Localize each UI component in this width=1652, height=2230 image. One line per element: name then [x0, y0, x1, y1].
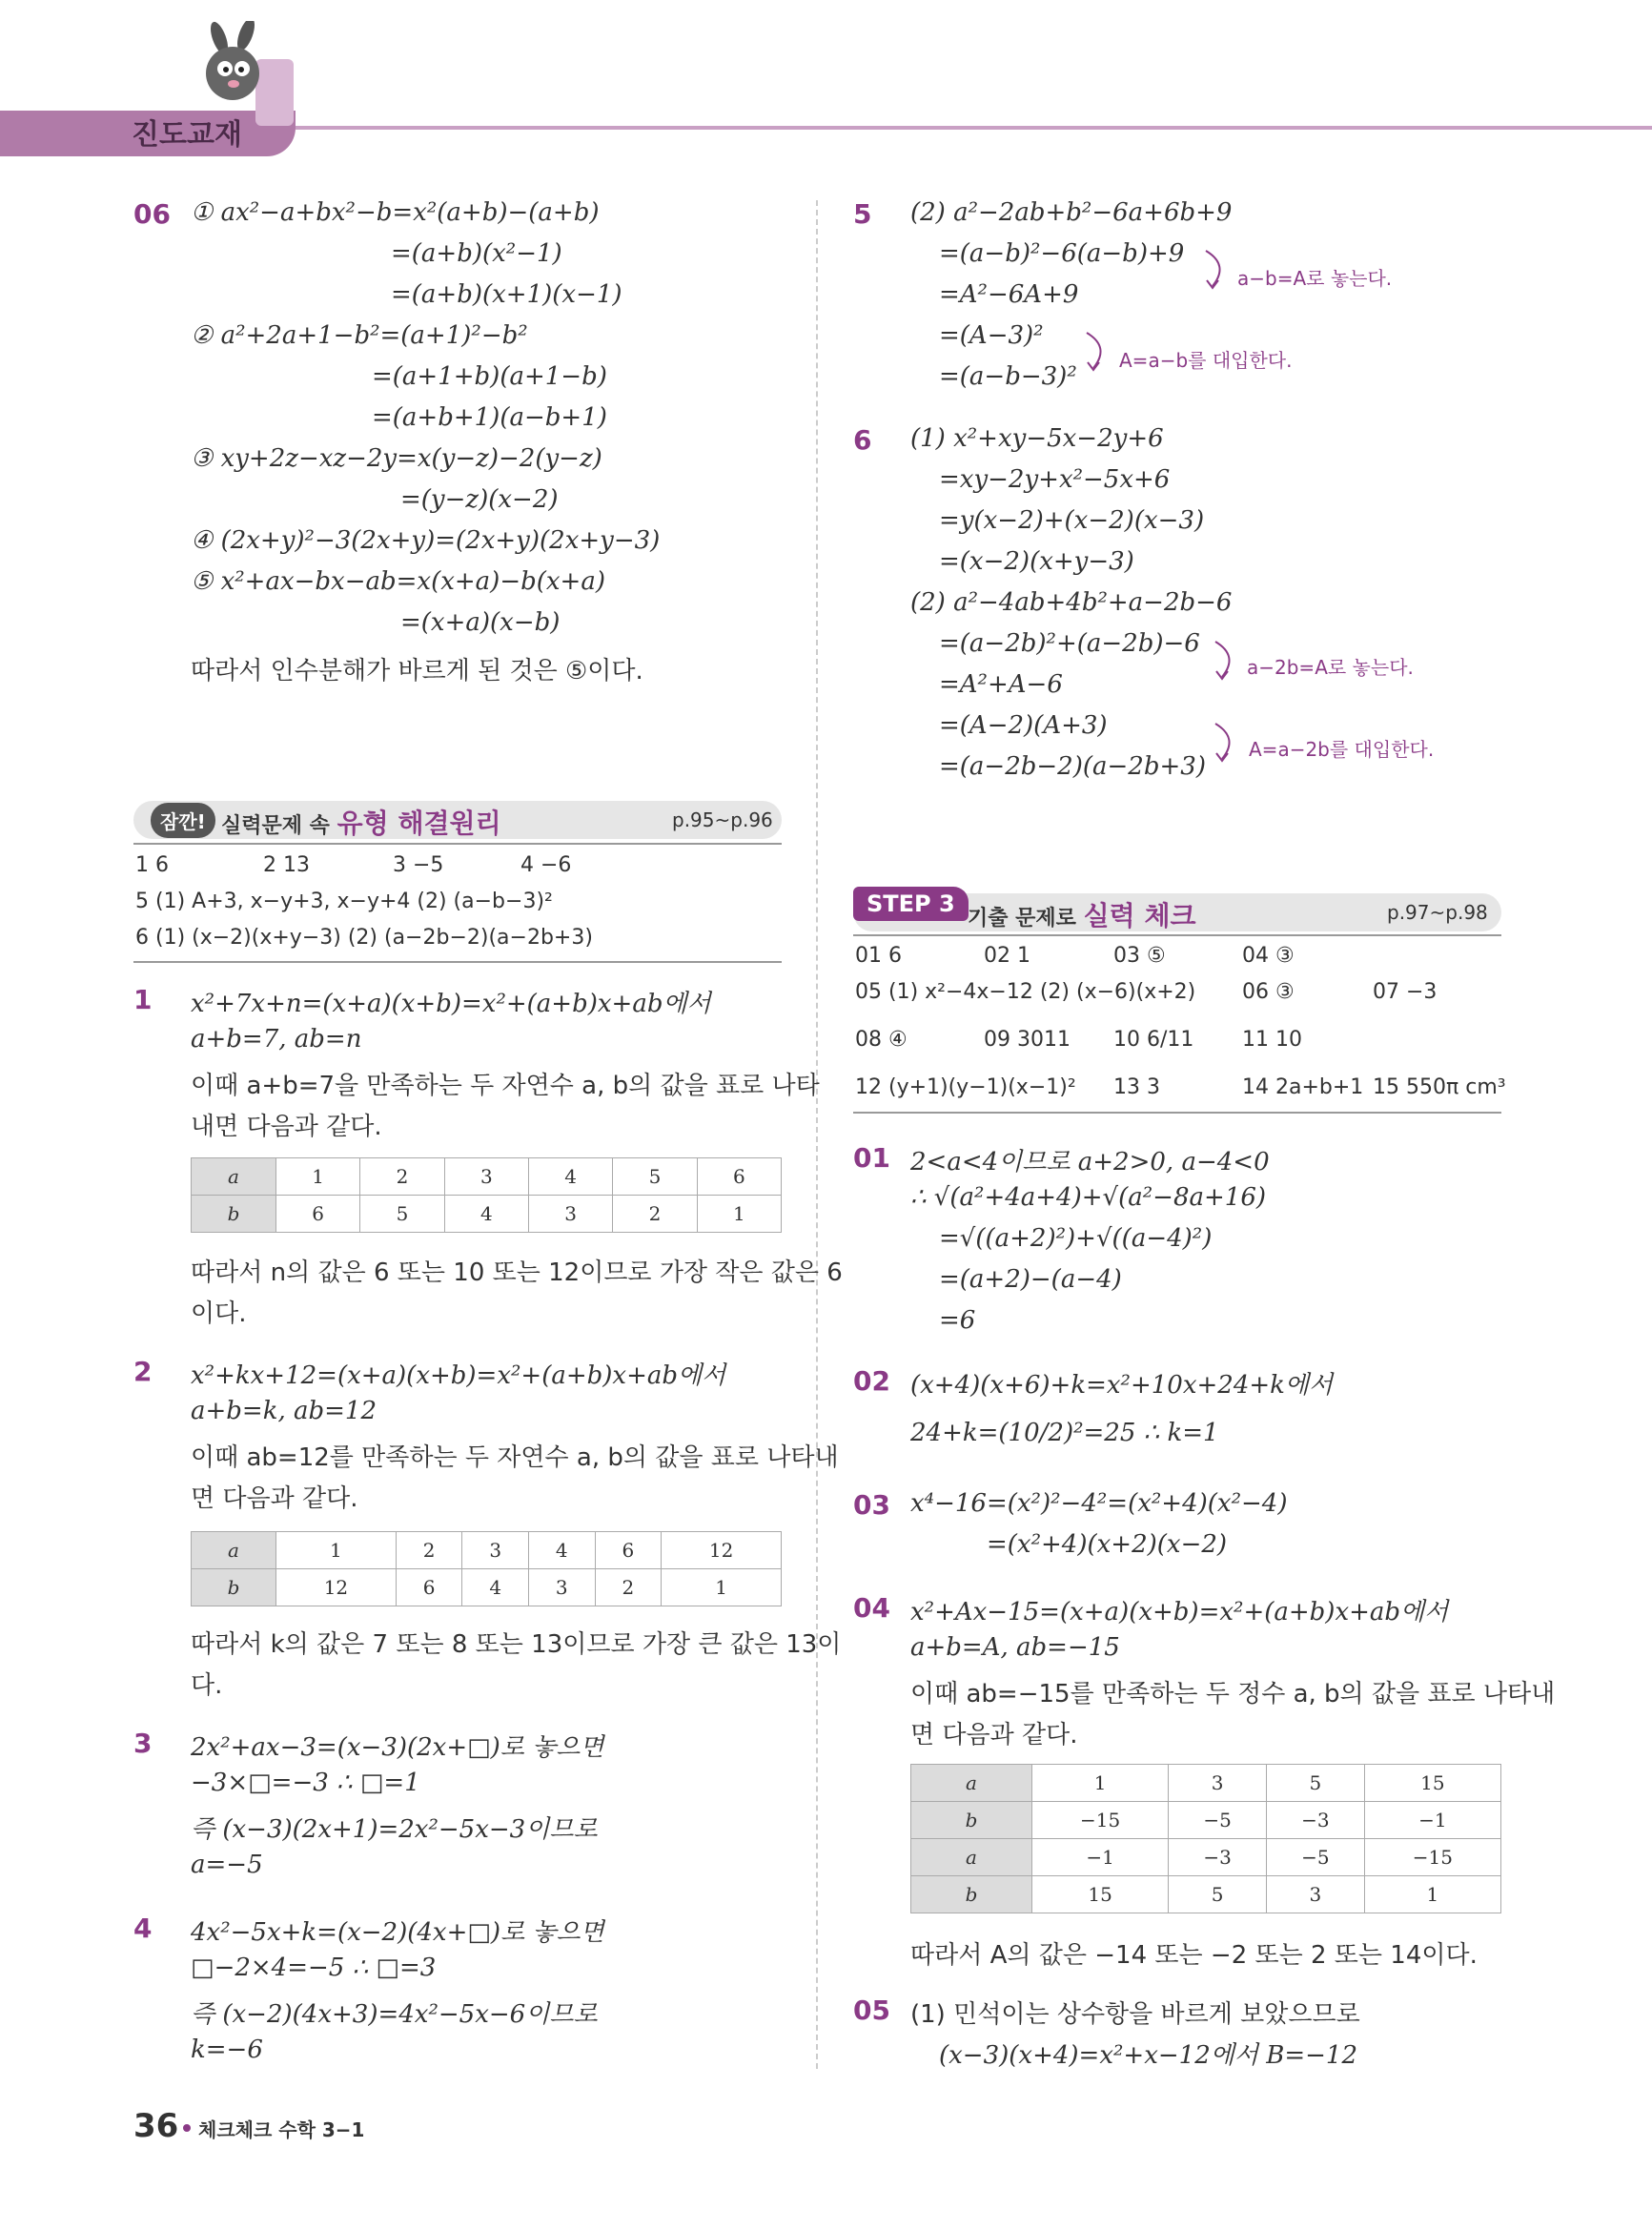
answer-item: 09 3011 [984, 1028, 1071, 1052]
answer-item: 1 6 [135, 853, 169, 877]
solution-line: ② a²+2a+1−b²=(a+1)²−b² [191, 321, 528, 350]
problem-number: 02 [853, 1365, 890, 1397]
solution-line: ∴ √(a²+4a+4)+√(a²−8a+16) [910, 1183, 1267, 1212]
solution-line: =A²−6A+9 [939, 280, 1079, 309]
solution-line: =(a−2b−2)(a−2b+3) [939, 752, 1206, 781]
annotation-note: a−2b=A로 놓는다. [1247, 656, 1414, 679]
solution-line: (2) a²−2ab+b²−6a+6b+9 [910, 198, 1233, 227]
problem-number: 6 [853, 424, 872, 456]
solution-line: ③ xy+2z−xz−2y=x(y−z)−2(y−z) [191, 444, 602, 473]
solution-line: ⑤ x²+ax−bx−ab=x(x+a)−b(x+a) [191, 567, 605, 596]
solution-line: x⁴−16=(x²)²−4²=(x²+4)(x²−4) [910, 1489, 1288, 1518]
solution-line: =√((a+2)²)+√((a−4)²) [939, 1224, 1213, 1253]
solution-line: (2) a²−4ab+4b²+a−2b−6 [910, 588, 1233, 617]
problem-number: 3 [133, 1728, 153, 1759]
problem-number: 05 [853, 1995, 890, 2026]
annotation-note: A=a−b를 대입한다. [1119, 349, 1293, 372]
header-rule [286, 126, 1652, 130]
value-table: a 1 2 3 4 5 6 b 6 5 4 3 2 1 [191, 1157, 782, 1233]
solution-line: a+b=7, ab=n [191, 1025, 362, 1054]
solution-line: =xy−2y+x²−5x+6 [939, 465, 1171, 494]
header-title: 진도교재 [132, 118, 242, 152]
answer-item: 3 −5 [393, 853, 444, 877]
section-rule [133, 843, 782, 845]
solution-line: 이때 a+b=7을 만족하는 두 자연수 a, b의 값을 표로 나타 [191, 1072, 820, 1100]
book-title: 체크체크 수학 3−1 [198, 2118, 365, 2141]
answer-item: 01 6 [855, 944, 902, 968]
value-table: a 1 2 3 4 6 12 b 12 6 4 3 2 1 [191, 1531, 782, 1606]
answer-item: 11 10 [1242, 1028, 1302, 1052]
solution-line: ④ (2x+y)²−3(2x+y)=(2x+y)(2x+y−3) [191, 526, 661, 555]
problem-number: 2 [133, 1356, 153, 1387]
answer-item: 10 6/11 [1113, 1028, 1194, 1052]
answer-item: 2 13 [263, 853, 310, 877]
page-number: 36 [133, 2107, 179, 2145]
annotation-note: a−b=A로 놓는다. [1237, 267, 1393, 290]
answer-item: 08 ④ [855, 1028, 908, 1052]
section-rule [853, 1112, 1501, 1114]
answer-item: 03 ⑤ [1113, 944, 1166, 968]
solution-line: 면 다음과 같다. [191, 1484, 358, 1513]
conclusion-text: 다. [191, 1671, 223, 1700]
solution-line: ① ax²−a+bx²−b=x²(a+b)−(a+b) [191, 198, 600, 227]
solution-line: (1) x²+xy−5x−2y+6 [910, 424, 1164, 453]
solution-line: (1) 민석이는 상수항을 바르게 보았으므로 [910, 2000, 1360, 2029]
solution-line: 2x²+ax−3=(x−3)(2x+□)로 놓으면 [191, 1733, 604, 1762]
answer-item: 15 550π cm³ [1373, 1075, 1506, 1099]
answer-item: 13 3 [1113, 1075, 1160, 1099]
rabbit-mascot-icon [191, 21, 276, 107]
solution-line: =(a+b)(x²−1) [391, 239, 562, 268]
value-table: a 1 3 5 15 b −15 −5 −3 −1 a −1 −3 −5 −15 b 15 5 3 1 [910, 1764, 1501, 1913]
answer-item: 02 1 [984, 944, 1030, 968]
solution-line: (x−3)(x+4)=x²+x−12에서 B=−12 [939, 2041, 1358, 2070]
solution-line: k=−6 [191, 2036, 263, 2064]
solution-line: =(y−z)(x−2) [400, 485, 559, 514]
section-rule [853, 934, 1501, 936]
conclusion-text: 따라서 n의 값은 6 또는 10 또는 12이므로 가장 작은 값은 6 [191, 1258, 843, 1287]
solution-line: 24+k=(10/2)²=25 ∴ k=1 [910, 1419, 1219, 1447]
solution-line: =(a+2)−(a−4) [939, 1265, 1122, 1294]
solution-line: =(x−2)(x+y−3) [939, 547, 1134, 576]
solution-line: □−2×4=−5 ∴ □=3 [191, 1954, 437, 1982]
solution-line: =6 [939, 1306, 976, 1335]
solution-line: 내면 다음과 같다. [191, 1113, 382, 1141]
problem-number: 1 [133, 984, 153, 1015]
annotation-note: A=a−2b를 대입한다. [1249, 738, 1435, 761]
conclusion-text: 따라서 인수분해가 바르게 된 것은 ⑤이다. [191, 657, 643, 685]
solution-line: =A²+A−6 [939, 670, 1063, 699]
conclusion-text: 이다. [191, 1299, 247, 1328]
problem-number: 06 [133, 198, 171, 230]
answer-item: 14 2a+b+1 [1242, 1075, 1364, 1099]
solution-line: 이때 ab=12를 만족하는 두 자연수 a, b의 값을 표로 나타내 [191, 1443, 839, 1472]
solution-line: 2<a<4이므로 a+2>0, a−4<0 [910, 1148, 1270, 1176]
answer-item: 06 ③ [1242, 980, 1295, 1004]
arrow-icon [1211, 637, 1249, 685]
answer-item: 6 (1) (x−2)(x+y−3) (2) (a−2b−2)(a−2b+3) [135, 926, 593, 950]
solution-line: =(A−3)² [939, 321, 1044, 350]
answer-item: 04 ③ [1242, 944, 1295, 968]
problem-number: 03 [853, 1489, 890, 1521]
problem-number: 04 [853, 1592, 890, 1624]
solution-line: 면 다음과 같다. [910, 1721, 1078, 1749]
conclusion-text: 따라서 k의 값은 7 또는 8 또는 13이므로 가장 큰 값은 13이 [191, 1630, 842, 1659]
solution-line: =(x+a)(x−b) [400, 608, 561, 637]
step-badge: STEP 3 [853, 887, 969, 921]
solution-line: =(a+b)(x+1)(x−1) [391, 280, 622, 309]
solution-line: =(a−2b)²+(a−2b)−6 [939, 629, 1200, 658]
section-title: 실력문제 속 유형 해결원리 [221, 808, 501, 839]
footer-bullet [183, 2124, 191, 2132]
solution-line: 즉 (x−2)(4x+3)=4x²−5x−6이므로 [191, 2000, 598, 2029]
solution-line: x²+Ax−15=(x+a)(x+b)=x²+(a+b)x+ab에서 [910, 1598, 1449, 1626]
answer-item: 07 −3 [1373, 980, 1438, 1004]
solution-line: (x+4)(x+6)+k=x²+10x+24+k에서 [910, 1371, 1334, 1400]
arrow-icon [1211, 719, 1249, 767]
arrow-icon [1201, 246, 1239, 294]
solution-line: =y(x−2)+(x−2)(x−3) [939, 506, 1205, 535]
solution-line: x²+7x+n=(x+a)(x+b)=x²+(a+b)x+ab에서 [191, 990, 711, 1018]
solution-line: =(A−2)(A+3) [939, 711, 1108, 740]
answer-item: 5 (1) A+3, x−y+3, x−y+4 (2) (a−b−3)² [135, 890, 553, 913]
arrow-icon [1082, 328, 1120, 376]
problem-number: 5 [853, 198, 872, 230]
solution-line: a+b=k, ab=12 [191, 1397, 377, 1425]
solution-line: 즉 (x−3)(2x+1)=2x²−5x−3이므로 [191, 1815, 598, 1844]
section-pages: p.95~p.96 [672, 808, 773, 831]
solution-line: =(x²+4)(x+2)(x−2) [987, 1530, 1228, 1559]
solution-line: 이때 ab=−15를 만족하는 두 정수 a, b의 값을 표로 나타내 [910, 1680, 1556, 1708]
problem-number: 01 [853, 1142, 890, 1174]
solution-line: =(a−b−3)² [939, 362, 1077, 391]
solution-line: 4x²−5x+k=(x−2)(4x+□)로 놓으면 [191, 1918, 604, 1947]
problem-number: 4 [133, 1913, 153, 1944]
solution-line: =(a+b+1)(a−b+1) [372, 403, 607, 432]
solution-line: a+b=A, ab=−15 [910, 1633, 1120, 1662]
solution-line: =(a+1+b)(a+1−b) [372, 362, 607, 391]
column-divider [816, 200, 818, 2069]
solution-line: =(a−b)²−6(a−b)+9 [939, 239, 1185, 268]
section-rule [133, 961, 782, 963]
solution-line: x²+kx+12=(x+a)(x+b)=x²+(a+b)x+ab에서 [191, 1361, 726, 1390]
conclusion-text: 따라서 A의 값은 −14 또는 −2 또는 2 또는 14이다. [910, 1941, 1478, 1970]
solution-line: a=−5 [191, 1851, 263, 1879]
solution-line: −3×□=−3 ∴ □=1 [191, 1769, 420, 1797]
answer-item: 12 (y+1)(y−1)(x−1)² [855, 1075, 1076, 1099]
section-title: 기출 문제로 실력 체크 [968, 900, 1196, 931]
answer-item: 05 (1) x²−4x−12 (2) (x−6)(x+2) [855, 980, 1196, 1004]
section-pages: p.97~p.98 [1387, 901, 1488, 924]
section-badge: 잠깐! [151, 803, 215, 838]
answer-item: 4 −6 [520, 853, 572, 877]
